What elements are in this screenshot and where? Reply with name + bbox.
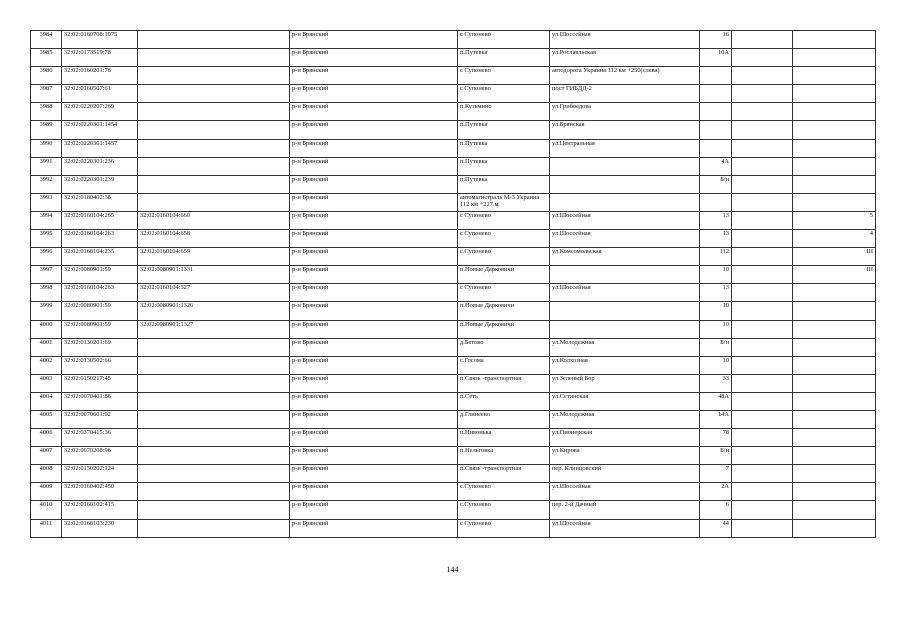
table-cell-cad: 32:02:0080901:59 bbox=[62, 302, 138, 320]
table-row bbox=[31, 103, 876, 121]
table-cell-cad2 bbox=[138, 374, 290, 392]
table-cell-num: 4004 bbox=[31, 392, 62, 410]
table-cell-house: 33 bbox=[700, 374, 732, 392]
table-cell-extra bbox=[793, 429, 876, 447]
table-cell-street: ул.Сетинская bbox=[550, 392, 700, 410]
table-cell-house: Б/н bbox=[700, 447, 732, 465]
table-cell-blank bbox=[732, 410, 793, 428]
table-cell-blank bbox=[732, 392, 793, 410]
table-cell-district: р-н Брянский bbox=[290, 103, 458, 121]
table-cell-cad: 32:02:0150217:45 bbox=[62, 374, 138, 392]
table-cell-extra bbox=[793, 501, 876, 519]
table-cell-blank bbox=[732, 139, 793, 157]
table-cell-num: 3995 bbox=[31, 230, 62, 248]
table-cell-district: р-н Брянский bbox=[290, 67, 458, 85]
table-cell-locality: с.Супонево bbox=[458, 501, 550, 519]
table-cell-blank bbox=[732, 429, 793, 447]
table-cell-extra: III bbox=[793, 248, 876, 266]
table-cell-cad: 32:02:0220301:239 bbox=[62, 175, 138, 193]
table-cell-num: 4009 bbox=[31, 483, 62, 501]
table-cell-blank bbox=[732, 356, 793, 374]
table-cell-num: 3994 bbox=[31, 211, 62, 229]
table-row bbox=[31, 193, 876, 211]
table-cell-cad2 bbox=[138, 447, 290, 465]
table-cell-street bbox=[550, 302, 700, 320]
table-cell-cad2 bbox=[138, 49, 290, 67]
table-cell-blank bbox=[732, 175, 793, 193]
table-cell-blank bbox=[732, 31, 793, 49]
table-cell-district: р-н Брянский bbox=[290, 157, 458, 175]
table-cell-cad2 bbox=[138, 356, 290, 374]
table-cell-locality: п.Путевка bbox=[458, 139, 550, 157]
table-row bbox=[31, 501, 876, 519]
table-cell-district: р-н Брянский bbox=[290, 121, 458, 139]
table-cell-cad: 32:02:0080901:59 bbox=[62, 320, 138, 338]
table-cell-locality: с.Супонево bbox=[458, 483, 550, 501]
table-cell-cad2: 32:02:0160104:527 bbox=[138, 284, 290, 302]
table-cell-num: 3988 bbox=[31, 103, 62, 121]
table-cell-house: 14А bbox=[700, 410, 732, 428]
table-cell-num: 3996 bbox=[31, 248, 62, 266]
table-cell-locality: п.Новые Дарковичи bbox=[458, 302, 550, 320]
table-cell-blank bbox=[732, 374, 793, 392]
table-cell-house: Б/н bbox=[700, 175, 732, 193]
table-cell-district: р-н Брянский bbox=[290, 31, 458, 49]
table-cell-street: ул.Молодежная bbox=[550, 338, 700, 356]
table-cell-district: р-н Брянский bbox=[290, 392, 458, 410]
table-cell-extra bbox=[793, 193, 876, 211]
table-cell-cad2 bbox=[138, 31, 290, 49]
table-cell-blank bbox=[732, 465, 793, 483]
table-cell-locality: с Супонево bbox=[458, 85, 550, 103]
table-cell-district: р-н Брянский bbox=[290, 410, 458, 428]
document-sheet bbox=[30, 30, 875, 538]
table-row bbox=[31, 248, 876, 266]
table-cell-extra bbox=[793, 374, 876, 392]
table-cell-num: 3991 bbox=[31, 157, 62, 175]
table-cell-district: р-н Брянский bbox=[290, 501, 458, 519]
table-cell-cad: 32:02:0160708:1075 bbox=[62, 31, 138, 49]
table-cell-cad2: 32:02:0160104:659 bbox=[138, 248, 290, 266]
table-cell-extra bbox=[793, 67, 876, 85]
table-cell-street: ул.Шоссейная bbox=[550, 519, 700, 537]
table-cell-district: р-н Брянский bbox=[290, 230, 458, 248]
table-cell-extra bbox=[793, 483, 876, 501]
table-cell-cad: 32:02:0070401:86 bbox=[62, 392, 138, 410]
table-cell-district: р-н Брянский bbox=[290, 320, 458, 338]
table-row bbox=[31, 483, 876, 501]
table-cell-house bbox=[700, 139, 732, 157]
table-cell-locality: п.Сеть bbox=[458, 392, 550, 410]
table-cell-locality: п.Нивонька bbox=[458, 429, 550, 447]
table-cell-house bbox=[700, 193, 732, 211]
table-cell-cad: 32:02:0130201:69 bbox=[62, 338, 138, 356]
table-row bbox=[31, 320, 876, 338]
table-cell-cad: 32:02:0370415:36 bbox=[62, 429, 138, 447]
table-cell-num: 3990 bbox=[31, 139, 62, 157]
table-cell-cad: 32:02:0220301:1454 bbox=[62, 121, 138, 139]
table-cell-street bbox=[550, 266, 700, 284]
table-cell-locality: с Супонево bbox=[458, 519, 550, 537]
table-cell-street: ул.Грибоедова bbox=[550, 103, 700, 121]
table-row bbox=[31, 175, 876, 193]
table-cell-street bbox=[550, 193, 700, 211]
table-cell-house: 48А bbox=[700, 392, 732, 410]
table-cell-num: 3986 bbox=[31, 67, 62, 85]
table-cell-blank bbox=[732, 121, 793, 139]
table-cell-cad2 bbox=[138, 392, 290, 410]
table-cell-district: р-н Брянский bbox=[290, 139, 458, 157]
table-cell-num: 4010 bbox=[31, 501, 62, 519]
table-cell-extra bbox=[793, 302, 876, 320]
table-cell-blank bbox=[732, 519, 793, 537]
table-cell-street: ул.Центральная bbox=[550, 139, 700, 157]
table-cell-street: ул.Колхозная bbox=[550, 356, 700, 374]
table-cell-cad: 32:02:0220207:269 bbox=[62, 103, 138, 121]
table-cell-extra bbox=[793, 121, 876, 139]
table-cell-district: р-н Брянский bbox=[290, 302, 458, 320]
table-cell-cad2 bbox=[138, 175, 290, 193]
table-cell-district: р-н Брянский bbox=[290, 193, 458, 211]
table-cell-blank bbox=[732, 320, 793, 338]
property-table bbox=[30, 30, 876, 538]
table-cell-street: пост ГИБДД-2 bbox=[550, 85, 700, 103]
table-cell-extra bbox=[793, 175, 876, 193]
table-row bbox=[31, 266, 876, 284]
table-cell-house bbox=[700, 103, 732, 121]
table-cell-num: 4000 bbox=[31, 320, 62, 338]
table-cell-house: 16 bbox=[700, 31, 732, 49]
table-row bbox=[31, 284, 876, 302]
table-row bbox=[31, 121, 876, 139]
table-cell-cad: 32:02:0080901:59 bbox=[62, 266, 138, 284]
table-row bbox=[31, 429, 876, 447]
table-cell-extra bbox=[793, 410, 876, 428]
table-cell-district: р-н Брянский bbox=[290, 85, 458, 103]
table-cell-locality: с.Супонево bbox=[458, 248, 550, 266]
table-body bbox=[31, 31, 876, 538]
table-cell-cad: 32:02:0070601:92 bbox=[62, 410, 138, 428]
table-cell-blank bbox=[732, 67, 793, 85]
table-cell-extra: 4 bbox=[793, 230, 876, 248]
table-cell-extra bbox=[793, 320, 876, 338]
table-cell-extra bbox=[793, 519, 876, 537]
table-cell-cad2: 32:02:0160104:658 bbox=[138, 230, 290, 248]
table-cell-street: пер. Клинцовский bbox=[550, 465, 700, 483]
table-cell-locality: д.Глинеево bbox=[458, 410, 550, 428]
table-cell-cad: 32:02:0180402:38 bbox=[62, 193, 138, 211]
table-cell-cad2 bbox=[138, 429, 290, 447]
table-row bbox=[31, 302, 876, 320]
table-cell-house bbox=[700, 67, 732, 85]
table-cell-district: р-н Брянский bbox=[290, 175, 458, 193]
table-cell-cad2 bbox=[138, 121, 290, 139]
table-cell-street: ул.Шоссейная bbox=[550, 230, 700, 248]
table-cell-blank bbox=[732, 501, 793, 519]
table-cell-cad: 32:02:0220301:236 bbox=[62, 157, 138, 175]
table-cell-cad2 bbox=[138, 67, 290, 85]
table-cell-house: 2А bbox=[700, 483, 732, 501]
table-cell-district: р-н Брянский bbox=[290, 338, 458, 356]
table-row bbox=[31, 392, 876, 410]
table-cell-house: 4А bbox=[700, 157, 732, 175]
table-cell-num: 3992 bbox=[31, 175, 62, 193]
table-cell-blank bbox=[732, 284, 793, 302]
table-cell-cad: 32:02:0160201:76 bbox=[62, 67, 138, 85]
table-row bbox=[31, 85, 876, 103]
table-cell-cad2 bbox=[138, 193, 290, 211]
table-row bbox=[31, 410, 876, 428]
table-cell-extra bbox=[793, 465, 876, 483]
table-cell-locality: п.Кузьмино bbox=[458, 103, 550, 121]
table-cell-cad: 32:02:0160103:230 bbox=[62, 519, 138, 537]
table-cell-district: р-н Брянский bbox=[290, 266, 458, 284]
table-cell-num: 4007 bbox=[31, 447, 62, 465]
table-cell-locality: с Супонево bbox=[458, 230, 550, 248]
table-cell-extra bbox=[793, 103, 876, 121]
table-cell-district: р-н Брянский bbox=[290, 374, 458, 392]
table-cell-street: автодорога Украина 112 км +250(слева) bbox=[550, 67, 700, 85]
table-row bbox=[31, 157, 876, 175]
table-cell-cad: 32:02:0130502:66 bbox=[62, 356, 138, 374]
page-number: 144 bbox=[446, 565, 459, 574]
table-cell-locality: с Супонево bbox=[458, 31, 550, 49]
table-cell-cad2: 32:02:0080901:1327 bbox=[138, 320, 290, 338]
table-cell-district: р-н Брянский bbox=[290, 483, 458, 501]
table-cell-locality: с Супонево bbox=[458, 211, 550, 229]
table-row bbox=[31, 31, 876, 49]
table-cell-extra bbox=[793, 284, 876, 302]
table-row bbox=[31, 447, 876, 465]
table-cell-num: 3993 bbox=[31, 193, 62, 211]
table-cell-cad2: 32:02:0080901:1326 bbox=[138, 302, 290, 320]
table-cell-num: 4005 bbox=[31, 410, 62, 428]
table-cell-locality: п.Новые Дарковичи bbox=[458, 320, 550, 338]
table-cell-cad2 bbox=[138, 139, 290, 157]
table-cell-street: ул.Кирова bbox=[550, 447, 700, 465]
table-cell-cad: 32:02:0160402:450 bbox=[62, 483, 138, 501]
table-cell-locality: с.Госома bbox=[458, 356, 550, 374]
table-cell-blank bbox=[732, 338, 793, 356]
table-cell-locality: п.Путевка bbox=[458, 49, 550, 67]
table-cell-blank bbox=[732, 157, 793, 175]
table-cell-blank bbox=[732, 302, 793, 320]
table-cell-house: 10 bbox=[700, 266, 732, 284]
table-cell-street bbox=[550, 320, 700, 338]
table-cell-cad2 bbox=[138, 465, 290, 483]
table-cell-district: р-н Брянский bbox=[290, 248, 458, 266]
table-cell-blank bbox=[732, 193, 793, 211]
table-cell-locality: п.Связь -транспортная bbox=[458, 465, 550, 483]
table-row bbox=[31, 139, 876, 157]
table-cell-locality: с Супонево bbox=[458, 284, 550, 302]
table-cell-house bbox=[700, 85, 732, 103]
table-row bbox=[31, 67, 876, 85]
table-cell-cad: 32:02:0070208:96 bbox=[62, 447, 138, 465]
table-cell-locality: д.Бетово bbox=[458, 338, 550, 356]
table-cell-locality: п.Связь -транспортная bbox=[458, 374, 550, 392]
table-cell-num: 4001 bbox=[31, 338, 62, 356]
table-cell-cad2 bbox=[138, 519, 290, 537]
table-cell-blank bbox=[732, 266, 793, 284]
table-cell-extra bbox=[793, 85, 876, 103]
table-row bbox=[31, 465, 876, 483]
table-cell-extra bbox=[793, 139, 876, 157]
table-cell-street: ул.Шоссейная bbox=[550, 483, 700, 501]
table-cell-cad2 bbox=[138, 501, 290, 519]
table-cell-cad: 32:02:0160104:263 bbox=[62, 284, 138, 302]
table-cell-num: 3987 bbox=[31, 85, 62, 103]
table-cell-locality: п.Путевка bbox=[458, 121, 550, 139]
table-cell-num: 3989 bbox=[31, 121, 62, 139]
table-cell-house: Б/н bbox=[700, 338, 732, 356]
table-cell-num: 4006 bbox=[31, 429, 62, 447]
table-cell-cad: 32:02:0160104:263 bbox=[62, 230, 138, 248]
table-cell-extra: III bbox=[793, 266, 876, 284]
table-cell-num: 3998 bbox=[31, 284, 62, 302]
table-cell-district: р-н Брянский bbox=[290, 211, 458, 229]
table-cell-district: р-н Брянский bbox=[290, 465, 458, 483]
table-row bbox=[31, 374, 876, 392]
table-cell-street: ул.Шоссейная bbox=[550, 211, 700, 229]
table-cell-blank bbox=[732, 103, 793, 121]
table-cell-district: р-н Брянский bbox=[290, 284, 458, 302]
table-cell-street bbox=[550, 157, 700, 175]
table-cell-num: 3984 bbox=[31, 31, 62, 49]
table-row bbox=[31, 49, 876, 67]
table-cell-cad2: 32:02:0160104:660 bbox=[138, 211, 290, 229]
table-cell-blank bbox=[732, 211, 793, 229]
table-cell-extra bbox=[793, 338, 876, 356]
table-cell-num: 4003 bbox=[31, 374, 62, 392]
table-cell-house: 13 bbox=[700, 284, 732, 302]
table-cell-house: 13 bbox=[700, 211, 732, 229]
table-cell-cad: 32:02:0150202:124 bbox=[62, 465, 138, 483]
table-cell-street: пер. 2-й Дачный bbox=[550, 501, 700, 519]
table-row bbox=[31, 356, 876, 374]
table-row bbox=[31, 211, 876, 229]
table-cell-locality: п.Новые Дарковичи bbox=[458, 266, 550, 284]
table-cell-street: ул.Шоссейная bbox=[550, 31, 700, 49]
table-cell-cad2 bbox=[138, 157, 290, 175]
table-cell-house: 10 bbox=[700, 356, 732, 374]
table-cell-street: ул.Рославльская bbox=[550, 49, 700, 67]
table-cell-house: 10А bbox=[700, 49, 732, 67]
table-cell-house: 78 bbox=[700, 429, 732, 447]
table-cell-num: 4002 bbox=[31, 356, 62, 374]
table-cell-num: 4008 bbox=[31, 465, 62, 483]
table-cell-cad2: 32:02:0080901:1331 bbox=[138, 266, 290, 284]
table-row bbox=[31, 230, 876, 248]
table-cell-locality: п.Путевка bbox=[458, 175, 550, 193]
table-cell-blank bbox=[732, 248, 793, 266]
table-cell-extra bbox=[793, 356, 876, 374]
table-cell-house bbox=[700, 121, 732, 139]
table-cell-locality: п.Путевка bbox=[458, 157, 550, 175]
table-cell-locality: п.Нельговка bbox=[458, 447, 550, 465]
table-cell-blank bbox=[732, 85, 793, 103]
table-cell-house: 10 bbox=[700, 320, 732, 338]
table-cell-num: 3999 bbox=[31, 302, 62, 320]
table-cell-blank bbox=[732, 230, 793, 248]
table-cell-extra bbox=[793, 392, 876, 410]
table-cell-district: р-н Брянский bbox=[290, 356, 458, 374]
table-cell-locality: автомагистраль М-3 Украина 112 км +227 м bbox=[458, 193, 550, 211]
table-cell-cad2 bbox=[138, 338, 290, 356]
table-cell-house: 7 bbox=[700, 465, 732, 483]
table-cell-street bbox=[550, 175, 700, 193]
table-cell-district: р-н Брянский bbox=[290, 49, 458, 67]
table-cell-num: 3985 bbox=[31, 49, 62, 67]
table-cell-district: р-н Брянский bbox=[290, 429, 458, 447]
table-cell-locality: с Супонево bbox=[458, 67, 550, 85]
table-cell-house: 13 bbox=[700, 230, 732, 248]
table-cell-house: 10 bbox=[700, 302, 732, 320]
table-cell-street: ул.Шоссейная bbox=[550, 284, 700, 302]
table-cell-house: 6 bbox=[700, 501, 732, 519]
table-cell-cad2 bbox=[138, 103, 290, 121]
table-cell-blank bbox=[732, 483, 793, 501]
table-cell-cad: 32:02:0160102:415 bbox=[62, 501, 138, 519]
table-cell-cad: 32:02:0160104:265 bbox=[62, 211, 138, 229]
table-cell-street: ул.Пионерская bbox=[550, 429, 700, 447]
table-cell-extra bbox=[793, 447, 876, 465]
table-cell-num: 3997 bbox=[31, 266, 62, 284]
table-cell-blank bbox=[732, 447, 793, 465]
table-cell-num: 4011 bbox=[31, 519, 62, 537]
table-cell-street: ул.Молодежная bbox=[550, 410, 700, 428]
table-cell-extra bbox=[793, 31, 876, 49]
table-cell-extra: 5 bbox=[793, 211, 876, 229]
table-cell-blank bbox=[732, 49, 793, 67]
table-row bbox=[31, 519, 876, 537]
table-cell-cad: 32:02:0160104:235 bbox=[62, 248, 138, 266]
table-cell-street: ул.Брянская bbox=[550, 121, 700, 139]
table-cell-cad2 bbox=[138, 410, 290, 428]
table-cell-house: 44 bbox=[700, 519, 732, 537]
table-row bbox=[31, 338, 876, 356]
table-cell-district: р-н Брянский bbox=[290, 519, 458, 537]
table-cell-cad: 32:02:0220301:1457 bbox=[62, 139, 138, 157]
table-cell-house: 112 bbox=[700, 248, 732, 266]
table-cell-street: ул.Зеленый Бор bbox=[550, 374, 700, 392]
table-cell-district: р-н Брянский bbox=[290, 447, 458, 465]
table-cell-cad2 bbox=[138, 85, 290, 103]
table-cell-extra bbox=[793, 49, 876, 67]
table-cell-cad2 bbox=[138, 483, 290, 501]
table-cell-cad: 32:02:0160507:61 bbox=[62, 85, 138, 103]
table-cell-extra bbox=[793, 157, 876, 175]
table-cell-cad: 32:02:0173519:78 bbox=[62, 49, 138, 67]
table-cell-street: ул.Комсомольская bbox=[550, 248, 700, 266]
